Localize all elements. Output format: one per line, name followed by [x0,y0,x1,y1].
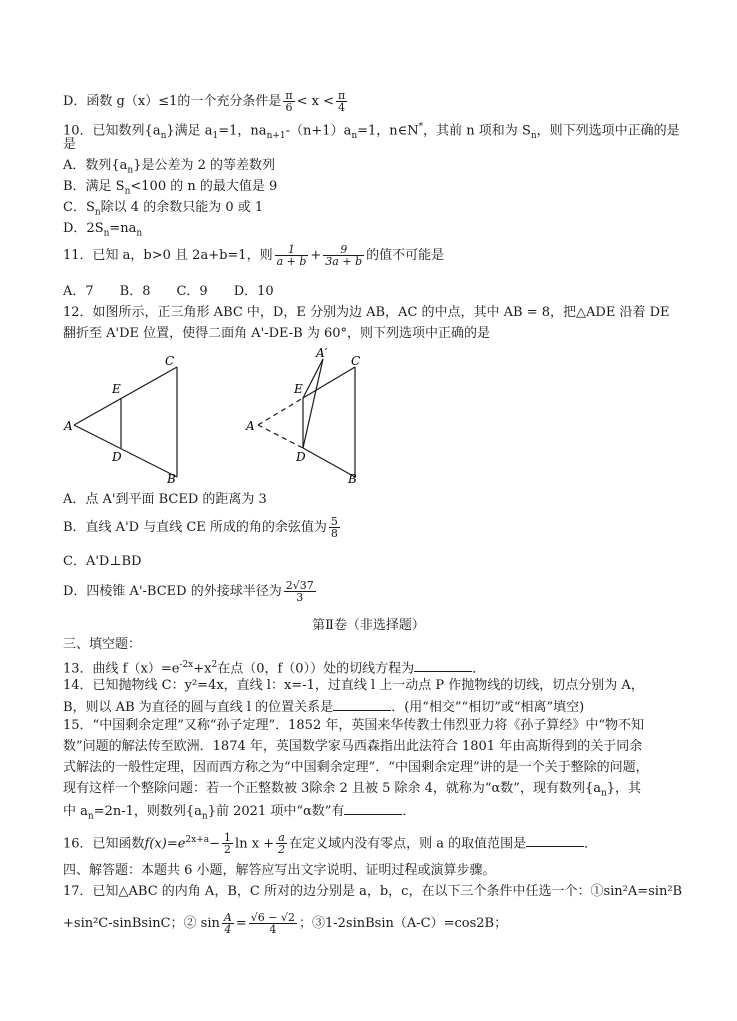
q11-stem: 11．已知 a，b>0 且 2a+b=1，则 $\frac{1}{a + b}$ + $\frac{9}{3a + b}$ 的值不可能是 [63,243,445,268]
section-3-title: 三、填空题： [63,637,142,652]
q12-stem-1: 12．如图所示，正三角形 ABC 中，D，E 分别为边 AB，AC 的中点，其中 AB = 8，把△ADE 沿着 DE [63,305,670,320]
q15-line-2: 数”问题的解法传至欧洲．1874 年，英国数学家马西森指出此法符合 1801 年由高斯得到的关于同余 [63,739,643,754]
q15-line-4: 现有这样一个整除问题：若一个正整数被 3除余 2 且被 5 除余 4，就称为“α数”，现有数列$\{a_n\}$，其 [63,781,642,799]
q12-figure [60,345,380,490]
label-B-2: B [348,472,357,486]
q10-option-b: B．满足 $S_n<100$ 的 n 的最大值是 9 [63,179,278,197]
q10-option-a: A．数列$\{a_n\}$是公差为 2 的等差数列 [63,158,276,176]
q13: 13．曲线 $f(x)=e^{-2x}+x^2$在点（0，f（0））处的切线方程为 ． [63,660,486,677]
answer-blank[interactable] [344,802,402,815]
q9d-frac-2: $\frac{\pi}{4}$ [338,89,346,114]
q9d-mid: < x < [296,94,334,109]
label-B: B [167,472,176,486]
label-D-2: D [296,450,306,464]
q14-line-1: 14．已知抛物线 C：y²=4x，直线 l：x=-1，过直线 l 上一动点 P 作抛物线的切线，切点分别为 A， [63,678,644,693]
part-2-title: 第Ⅱ卷（非选择题） [312,618,425,633]
answer-blank[interactable] [333,698,391,711]
q16: 16．已知函数$f(x)=e^{2x+a}-$ $\frac{1}{2}$ ln x + $\frac{a}{2}$ 在定义域内没有零点，则 a 的取值范围是 ． [63,831,598,857]
section-4-title: 四、解答题：本题共 6 小题，解答应写出文字说明、证明过程或演算步骤。 [63,863,496,878]
q15-line-1: 15．“中国剩余定理”又称“孙子定理”．1852 年，英国来华传教士伟烈亚力将《孙子算经》中“物不知 [63,718,644,733]
q12-option-c: C．A'D⊥BD [63,554,142,569]
label-A-2: A [246,419,255,433]
label-A-prime: A′ [316,346,328,360]
q12-option-d: D．四棱锥 A'-BCED 的外接球半径为 $\frac{2√37}{3}$ [63,579,314,604]
q14-line-2: B，则以 AB 为直径的圆与直线 l 的位置关系是 ．(用“相交”“相切”或“相离”填空) [63,700,585,715]
q10-stem: 10．已知数列$\{a_n\}$满足 $a_1=1$，$na_{n+1}-(n+1)a_n=1$，n∈N*，其前 n 项和为 $S_n$，则下列选项中正确的是 [63,122,680,141]
label-C-2: C [351,354,361,368]
q10-stem-cont: 是 [63,137,77,152]
q9d-text: D．函数 g（x）≤1的一个充分条件是 [63,94,282,109]
label-C: C [165,354,175,368]
q11-options: A．7 B．8 C．9 D．10 [63,284,274,299]
label-A: A [64,419,73,433]
q9d-frac-1: $\frac{\pi}{6}$ [285,89,293,114]
q15-line-5: 中 $a_n=2n-1$，则数列$\{a_n\}$前 2021 项中“α数”有 ． [63,804,416,822]
figure-original-triangle [63,354,177,486]
label-D: D [112,450,122,464]
q10-option-c: C．$S_n$除以 4 的余数只能为 0 或 1 [63,200,264,218]
answer-blank[interactable] [526,834,584,847]
label-E: E [112,382,121,396]
figure-folded [245,346,360,486]
label-E-2: E [294,382,303,396]
q9-option-d [63,90,349,113]
q12-stem-2: 翻折至 A'DE 位置，使得二面角 A'-DE-B 为 60°，则下列选项中正确的是 [63,326,491,341]
q17-line-1: 17．已知△ABC 的内角 A，B，C 所对的边分别是 a，b，c，在以下三个条件中任选一个：①sin²A=sin²B [63,884,683,899]
q10-option-d: D．$2S_n=na_n$ [63,221,143,239]
q12-option-a: A．点 A'到平面 BCED 的距离为 3 [63,492,267,507]
answer-blank[interactable] [414,659,472,672]
q17-line-2: +sin²C-sinBsinC；② sin $\frac{A}{4}$ = $\frac{√6 - √2}{4}$ ；③1-2sinBsin（A-C）=cos2B； [63,911,508,936]
q12-option-b: B．直线 A'D 与直线 CE 所成的角的余弦值为 $\frac{5}{8}$ [63,515,338,540]
q15-line-3: 式解法的一般性定理，因而西方称之为“中国剩余定理”．“中国剩余定理”讲的是一个关于整除的问题， [63,760,649,775]
